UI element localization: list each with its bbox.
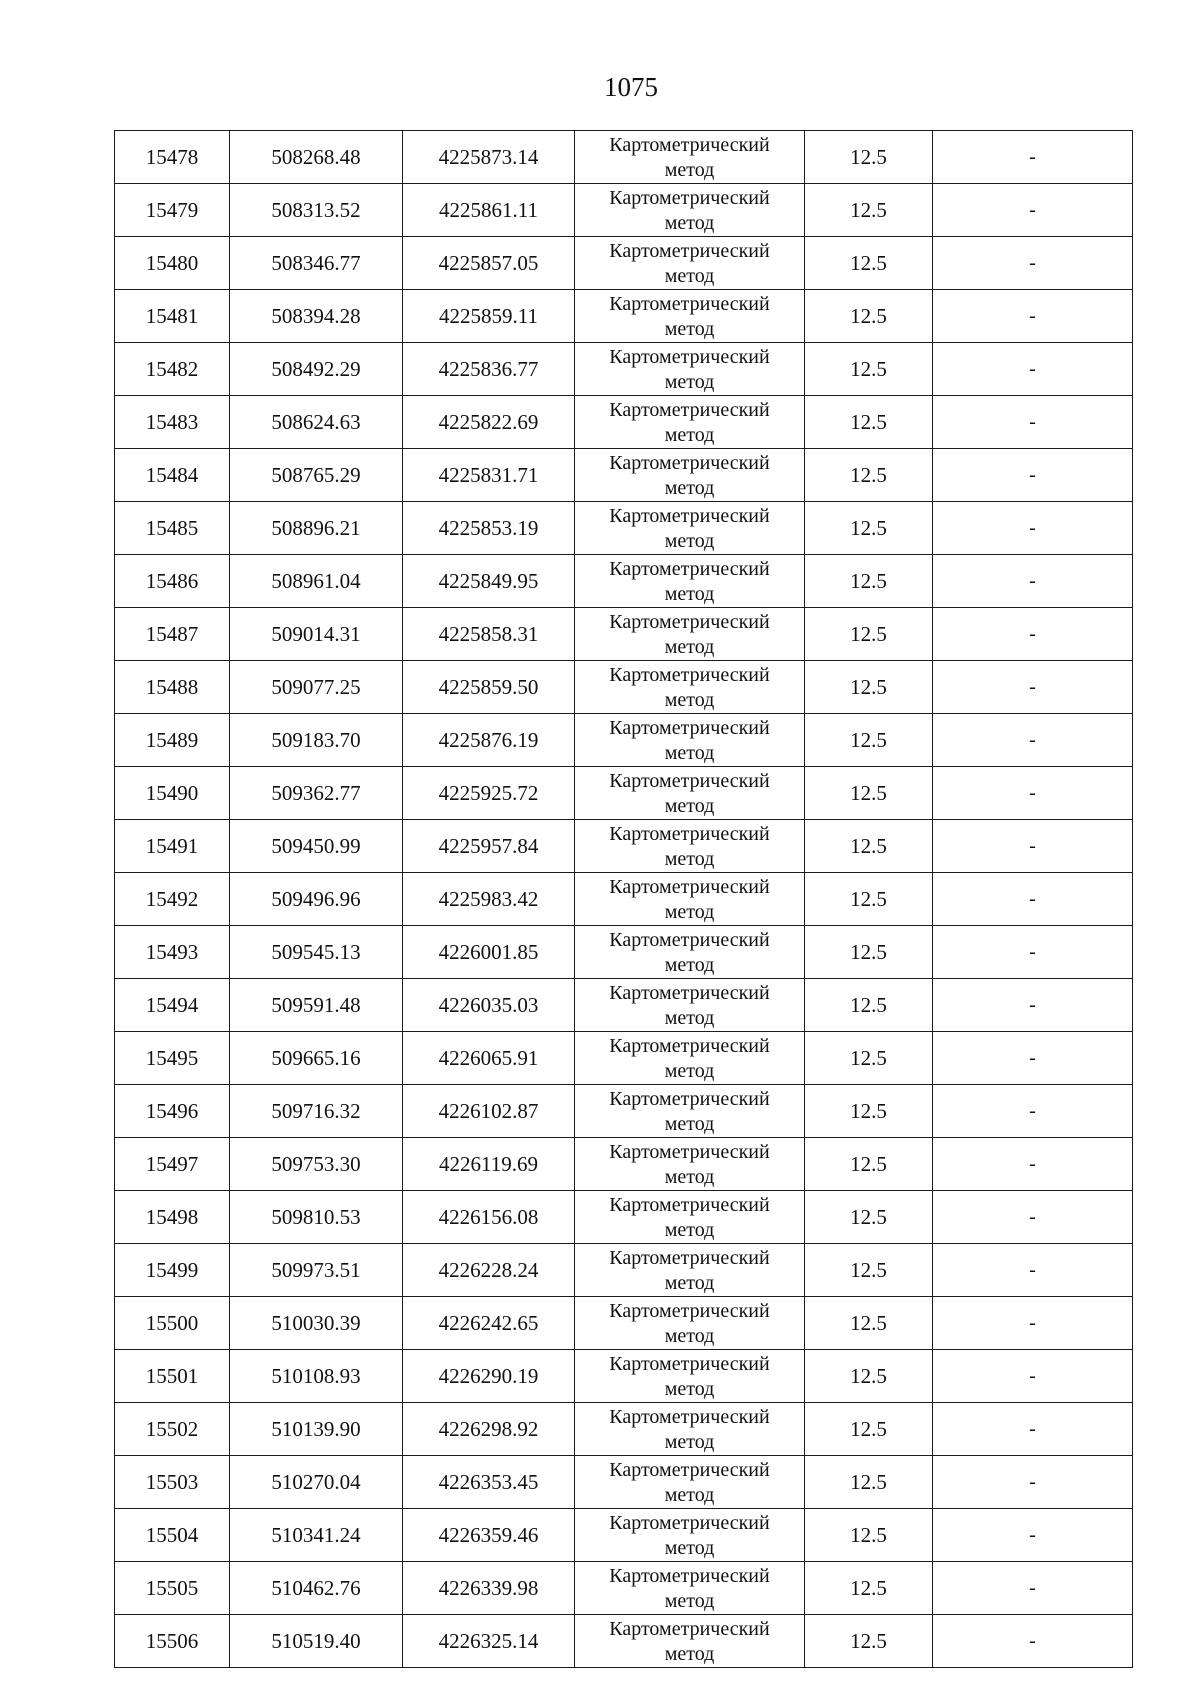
method-line-2: метод [664,954,715,976]
accuracy-cell: 12.5 [805,343,933,396]
y-coordinate-cell: 4225859.11 [403,290,575,343]
table-row [115,979,1133,1032]
table-row [115,1085,1133,1138]
method-line-2: метод [664,212,715,234]
method-cell [575,979,805,1032]
note-cell: - [933,608,1133,661]
note-cell: - [933,555,1133,608]
method-line-1: Картометрический [609,717,770,739]
note-cell: - [933,1085,1133,1138]
method-line-1: Картометрический [609,1141,770,1163]
method-line-1: Картометрический [609,1512,770,1534]
y-coordinate-cell: 4225857.05 [403,237,575,290]
method-cell [575,767,805,820]
accuracy-cell: 12.5 [805,237,933,290]
accuracy-cell: 12.5 [805,1615,933,1668]
note-cell: - [933,1138,1133,1191]
table-row [115,131,1133,184]
y-coordinate-cell: 4225957.84 [403,820,575,873]
point-id-cell: 15485 [115,502,230,555]
method-cell [575,820,805,873]
note-cell: - [933,1403,1133,1456]
method-line-2: метод [664,742,715,764]
method-cell [575,1350,805,1403]
x-coordinate-cell: 508268.48 [230,131,403,184]
note-cell: - [933,1509,1133,1562]
y-coordinate-cell: 4226353.45 [403,1456,575,1509]
y-coordinate-cell: 4226119.69 [403,1138,575,1191]
method-cell [575,184,805,237]
table-row [115,290,1133,343]
table-row [115,1350,1133,1403]
accuracy-cell: 12.5 [805,820,933,873]
method-line-1: Картометрический [609,452,770,474]
x-coordinate-cell: 509545.13 [230,926,403,979]
method-line-1: Картометрический [609,876,770,898]
method-cell [575,608,805,661]
accuracy-cell: 12.5 [805,449,933,502]
table-row [115,396,1133,449]
method-line-2: метод [664,477,715,499]
x-coordinate-cell: 509665.16 [230,1032,403,1085]
method-line-2: метод [664,901,715,923]
point-id-cell: 15488 [115,661,230,714]
accuracy-cell: 12.5 [805,873,933,926]
accuracy-cell: 12.5 [805,1191,933,1244]
note-cell: - [933,767,1133,820]
accuracy-cell: 12.5 [805,1509,933,1562]
method-cell [575,1403,805,1456]
method-line-2: метод [664,1590,715,1612]
point-id-cell: 15483 [115,396,230,449]
x-coordinate-cell: 510030.39 [230,1297,403,1350]
method-line-1: Картометрический [609,664,770,686]
table-row [115,1244,1133,1297]
accuracy-cell: 12.5 [805,1244,933,1297]
point-id-cell: 15482 [115,343,230,396]
accuracy-cell: 12.5 [805,555,933,608]
table-row [115,1297,1133,1350]
y-coordinate-cell: 4225925.72 [403,767,575,820]
note-cell: - [933,237,1133,290]
y-coordinate-cell: 4225983.42 [403,873,575,926]
note-cell: - [933,1456,1133,1509]
x-coordinate-cell: 509077.25 [230,661,403,714]
y-coordinate-cell: 4226065.91 [403,1032,575,1085]
point-id-cell: 15499 [115,1244,230,1297]
x-coordinate-cell: 509591.48 [230,979,403,1032]
table-row [115,343,1133,396]
point-id-cell: 15490 [115,767,230,820]
method-line-2: метод [664,1325,715,1347]
method-line-2: метод [664,636,715,658]
note-cell: - [933,449,1133,502]
x-coordinate-cell: 509450.99 [230,820,403,873]
point-id-cell: 15491 [115,820,230,873]
table-row [115,714,1133,767]
method-cell [575,1138,805,1191]
accuracy-cell: 12.5 [805,290,933,343]
y-coordinate-cell: 4225876.19 [403,714,575,767]
note-cell: - [933,926,1133,979]
method-line-1: Картометрический [609,1300,770,1322]
table-row [115,1562,1133,1615]
method-line-2: метод [664,371,715,393]
table-row [115,1403,1133,1456]
method-line-2: метод [664,689,715,711]
point-id-cell: 15502 [115,1403,230,1456]
table-row [115,237,1133,290]
table-row [115,926,1133,979]
method-line-2: метод [664,318,715,340]
x-coordinate-cell: 509362.77 [230,767,403,820]
accuracy-cell: 12.5 [805,979,933,1032]
method-cell [575,1615,805,1668]
method-line-1: Картометрический [609,399,770,421]
note-cell: - [933,714,1133,767]
point-id-cell: 15489 [115,714,230,767]
method-line-1: Картометрический [609,823,770,845]
x-coordinate-cell: 509183.70 [230,714,403,767]
accuracy-cell: 12.5 [805,767,933,820]
note-cell: - [933,820,1133,873]
x-coordinate-cell: 509014.31 [230,608,403,661]
point-id-cell: 15500 [115,1297,230,1350]
method-cell [575,502,805,555]
point-id-cell: 15506 [115,1615,230,1668]
table-row [115,555,1133,608]
table-row [115,1032,1133,1085]
method-cell [575,1562,805,1615]
x-coordinate-cell: 508896.21 [230,502,403,555]
method-line-2: метод [664,265,715,287]
table-row [115,449,1133,502]
note-cell: - [933,184,1133,237]
method-line-2: метод [664,1537,715,1559]
x-coordinate-cell: 510108.93 [230,1350,403,1403]
method-line-1: Картометрический [609,240,770,262]
method-line-1: Картометрический [609,1088,770,1110]
note-cell: - [933,1297,1133,1350]
table-row [115,767,1133,820]
y-coordinate-cell: 4225873.14 [403,131,575,184]
table-row [115,1615,1133,1668]
point-id-cell: 15478 [115,131,230,184]
point-id-cell: 15494 [115,979,230,1032]
method-cell [575,290,805,343]
point-id-cell: 15486 [115,555,230,608]
x-coordinate-cell: 510139.90 [230,1403,403,1456]
x-coordinate-cell: 508624.63 [230,396,403,449]
note-cell: - [933,343,1133,396]
y-coordinate-cell: 4225858.31 [403,608,575,661]
x-coordinate-cell: 510519.40 [230,1615,403,1668]
method-line-1: Картометрический [609,1247,770,1269]
x-coordinate-cell: 508394.28 [230,290,403,343]
accuracy-cell: 12.5 [805,1456,933,1509]
x-coordinate-cell: 508313.52 [230,184,403,237]
method-line-1: Картометрический [609,558,770,580]
method-line-1: Картометрический [609,1459,770,1481]
method-line-1: Картометрический [609,1406,770,1428]
point-id-cell: 15504 [115,1509,230,1562]
point-id-cell: 15484 [115,449,230,502]
method-line-2: метод [664,530,715,552]
point-id-cell: 15487 [115,608,230,661]
method-line-1: Картометрический [609,134,770,156]
y-coordinate-cell: 4226156.08 [403,1191,575,1244]
table-row [115,184,1133,237]
method-line-2: метод [664,795,715,817]
accuracy-cell: 12.5 [805,661,933,714]
method-line-2: метод [664,1060,715,1082]
x-coordinate-cell: 510341.24 [230,1509,403,1562]
note-cell: - [933,1191,1133,1244]
method-cell [575,714,805,767]
method-line-2: метод [664,424,715,446]
x-coordinate-cell: 508961.04 [230,555,403,608]
method-cell [575,343,805,396]
y-coordinate-cell: 4226298.92 [403,1403,575,1456]
point-id-cell: 15497 [115,1138,230,1191]
method-line-2: метод [664,1166,715,1188]
method-cell [575,1297,805,1350]
method-cell [575,449,805,502]
accuracy-cell: 12.5 [805,131,933,184]
x-coordinate-cell: 509810.53 [230,1191,403,1244]
method-line-1: Картометрический [609,611,770,633]
note-cell: - [933,1244,1133,1297]
method-line-1: Картометрический [609,293,770,315]
point-id-cell: 15505 [115,1562,230,1615]
accuracy-cell: 12.5 [805,396,933,449]
x-coordinate-cell: 509973.51 [230,1244,403,1297]
method-cell [575,926,805,979]
table-row [115,820,1133,873]
note-cell: - [933,396,1133,449]
method-line-2: метод [664,1007,715,1029]
table-row [115,1191,1133,1244]
table-row [115,1456,1133,1509]
method-line-2: метод [664,1113,715,1135]
accuracy-cell: 12.5 [805,1297,933,1350]
note-cell: - [933,1350,1133,1403]
point-id-cell: 15503 [115,1456,230,1509]
accuracy-cell: 12.5 [805,1403,933,1456]
note-cell: - [933,290,1133,343]
method-line-1: Картометрический [609,1618,770,1640]
x-coordinate-cell: 510270.04 [230,1456,403,1509]
point-id-cell: 15495 [115,1032,230,1085]
table-row [115,1509,1133,1562]
point-id-cell: 15501 [115,1350,230,1403]
y-coordinate-cell: 4225849.95 [403,555,575,608]
point-id-cell: 15493 [115,926,230,979]
method-cell [575,1085,805,1138]
y-coordinate-cell: 4226359.46 [403,1509,575,1562]
table-row [115,873,1133,926]
method-cell [575,1032,805,1085]
x-coordinate-cell: 509753.30 [230,1138,403,1191]
accuracy-cell: 12.5 [805,1350,933,1403]
accuracy-cell: 12.5 [805,926,933,979]
y-coordinate-cell: 4225822.69 [403,396,575,449]
method-cell [575,661,805,714]
accuracy-cell: 12.5 [805,1032,933,1085]
y-coordinate-cell: 4226102.87 [403,1085,575,1138]
method-line-2: метод [664,1484,715,1506]
method-cell [575,396,805,449]
table-body [115,131,1133,1668]
x-coordinate-cell: 508492.29 [230,343,403,396]
note-cell: - [933,979,1133,1032]
method-line-1: Картометрический [609,982,770,1004]
method-line-2: метод [664,1378,715,1400]
method-line-1: Картометрический [609,929,770,951]
method-cell [575,131,805,184]
method-cell [575,237,805,290]
y-coordinate-cell: 4225853.19 [403,502,575,555]
note-cell: - [933,1032,1133,1085]
method-line-1: Картометрический [609,1565,770,1587]
method-line-2: метод [664,583,715,605]
table-row [115,661,1133,714]
accuracy-cell: 12.5 [805,184,933,237]
note-cell: - [933,873,1133,926]
method-cell [575,1244,805,1297]
method-line-2: метод [664,848,715,870]
y-coordinate-cell: 4226228.24 [403,1244,575,1297]
x-coordinate-cell: 509496.96 [230,873,403,926]
y-coordinate-cell: 4226035.03 [403,979,575,1032]
x-coordinate-cell: 510462.76 [230,1562,403,1615]
x-coordinate-cell: 508765.29 [230,449,403,502]
method-line-1: Картометрический [609,1194,770,1216]
method-line-1: Картометрический [609,1353,770,1375]
point-id-cell: 15492 [115,873,230,926]
note-cell: - [933,1562,1133,1615]
method-line-1: Картометрический [609,770,770,792]
method-line-2: метод [664,1431,715,1453]
method-line-1: Картометрический [609,1035,770,1057]
x-coordinate-cell: 508346.77 [230,237,403,290]
point-id-cell: 15498 [115,1191,230,1244]
y-coordinate-cell: 4225859.50 [403,661,575,714]
accuracy-cell: 12.5 [805,1138,933,1191]
y-coordinate-cell: 4225836.77 [403,343,575,396]
method-line-2: метод [664,159,715,181]
accuracy-cell: 12.5 [805,1085,933,1138]
accuracy-cell: 12.5 [805,608,933,661]
y-coordinate-cell: 4226242.65 [403,1297,575,1350]
note-cell: - [933,131,1133,184]
accuracy-cell: 12.5 [805,1562,933,1615]
table-row [115,1138,1133,1191]
y-coordinate-cell: 4226339.98 [403,1562,575,1615]
method-line-2: метод [664,1643,715,1665]
point-id-cell: 15496 [115,1085,230,1138]
point-id-cell: 15480 [115,237,230,290]
accuracy-cell: 12.5 [805,502,933,555]
method-line-1: Картометрический [609,505,770,527]
method-cell [575,1191,805,1244]
page-number: 1075 [604,72,658,102]
method-line-1: Картометрический [609,346,770,368]
method-line-2: метод [664,1219,715,1241]
note-cell: - [933,661,1133,714]
x-coordinate-cell: 509716.32 [230,1085,403,1138]
method-cell [575,1456,805,1509]
note-cell: - [933,502,1133,555]
method-line-2: метод [664,1272,715,1294]
table-row [115,502,1133,555]
point-id-cell: 15481 [115,290,230,343]
y-coordinate-cell: 4226290.19 [403,1350,575,1403]
accuracy-cell: 12.5 [805,714,933,767]
y-coordinate-cell: 4226001.85 [403,926,575,979]
method-cell [575,873,805,926]
method-line-1: Картометрический [609,187,770,209]
coordinates-table [114,130,1133,1668]
y-coordinate-cell: 4225861.11 [403,184,575,237]
note-cell: - [933,1615,1133,1668]
y-coordinate-cell: 4226325.14 [403,1615,575,1668]
method-cell [575,555,805,608]
y-coordinate-cell: 4225831.71 [403,449,575,502]
point-id-cell: 15479 [115,184,230,237]
table-row [115,608,1133,661]
method-cell [575,1509,805,1562]
